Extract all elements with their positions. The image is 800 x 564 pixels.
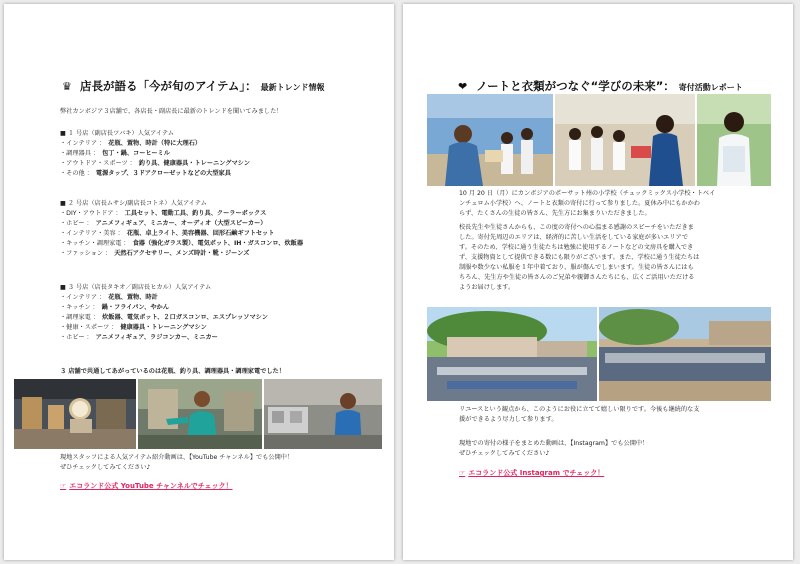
pointing-hand-icon: ☞ (60, 482, 67, 490)
page1-video-note-2: ぜひチェックしてみてください♪ (60, 464, 151, 471)
store-item-line: ・その他 ： 電源タップ、３ドアクローゼットなどの大型家具 (60, 170, 231, 177)
instagram-link[interactable]: ☞ エコランド公式 Instagram でチェック！ (459, 469, 605, 477)
store-item-line: ・キッチン ： 鍋・フライパン、やかん (60, 304, 169, 311)
photo-staff-woman (138, 379, 262, 449)
page2-video-note: 現地での寄付の様子をまとめた動画は、【Instagram】でも公開中！ (459, 440, 649, 447)
youtube-channel-link[interactable]: ☞ エコランド公式 YouTube チャンネルでチェック！ (60, 482, 233, 490)
report-text-line: らず、たくさんの生徒の皆さん、先生方にお集まりいただきました。 (459, 210, 651, 217)
photo-students-seated (599, 307, 771, 401)
store-item-line: ・調理器具 ： 包丁・鍋、コーヒーミル (60, 150, 170, 157)
report-text-line: ようお届けします。 (459, 284, 515, 291)
page1-intro: 弊社カンボジア３店舗で、各店長・副店長に最新のトレンドを聞いてみました！ (60, 108, 283, 115)
store-item-line: ・インテリア ： 花瓶、置物、時計（特に大理石） (60, 140, 202, 147)
pointing-hand-icon: ☞ (459, 469, 466, 477)
shop-icon: ■ (60, 200, 68, 207)
store-item-line: ・アウトドア・スポーツ ： 釣り具、健康器具・トレーニングマシン (60, 160, 250, 167)
store-item-line: ・ファッション ： 天然石アクセサリー、メンズ時計・靴・ジーンズ (60, 250, 250, 257)
document-page-2 (403, 4, 793, 560)
page1-title-sub: 最新トレンド情報 (260, 83, 325, 92)
photo-school-gathering (427, 307, 597, 401)
photo-student-girl (697, 94, 771, 186)
report-text-line: ず、支援物資として提供できる数にも限りがございます。また、学校に通う生徒たちは (459, 254, 700, 261)
store-item-line: ・健康・スポーツ ： 健康器具・トレーニングマシン (60, 324, 207, 331)
report-text-line: 校長先生や生徒さんからも、この度の寄付への心温まる感謝のスピーチをいただきま (459, 224, 694, 231)
report-text-line: ちろん、先生方や生徒の皆さんのご兄弟や親御さんたちにも、広くご活用いただける (459, 274, 695, 281)
report-text-line: した。寄付先周辺のエリアは、経済的に苦しい生活をしている家庭が多いエリアで (459, 234, 689, 241)
photo-donation-handover (427, 94, 553, 186)
page2-title: ❤ ノートと衣類がつなぐ“学びの未来”： 寄付活動レポート (458, 79, 743, 93)
store-heading: ■ １ 号店（副店長ツバキ）人気アイテム (60, 130, 174, 137)
report-text-line: ンチュロム小学校）へ、ノートと衣類の寄付に行って参りました。夏休み中にもかかわ (459, 200, 700, 207)
shop-icon: ■ (60, 284, 68, 291)
store-heading: ■ ３ 号店（店長タキオ／副店長ヒカル）人気アイテム (60, 284, 212, 291)
photo-students-receiving (555, 94, 695, 186)
store-item-line: ・キッチン・調理家電 ： 食器（強化ガラス製）、電気ポット、IH・ガスコンロ、炊飯器 (60, 240, 304, 247)
hearts-icon: ❤ (458, 80, 468, 93)
crown-icon: ♛ (62, 80, 72, 93)
shop-icon: ■ (60, 130, 68, 137)
store-item-line: ・ホビー ： アニメフィギュア、ラジコンカー、ミニカー (60, 334, 218, 341)
page1-video-note: 現地スタッフによる人気アイテム紹介動画は、【YouTube チャンネル】でも公開中！ (60, 454, 294, 461)
store-heading: ■ ２ 号店（店長ムサシ/副店長コトネ）人気アイテム (60, 200, 207, 207)
store-item-line: ・DIY・アウトドア ： 工具セット、電動工具、釣り具、クーラーボックス (60, 210, 267, 217)
store-item-line: ・ホビー ： アニメフィギュア、ミニカー、オーディオ（大型スピーカー） (60, 220, 267, 227)
page2-title-sub: 寄付活動レポート (678, 83, 743, 92)
photo-staff-kitchen (264, 379, 382, 449)
photo-store-interior (14, 379, 136, 449)
page2-video-note-2: ぜひチェックしてみてください♪ (459, 450, 550, 457)
document-page-1 (4, 4, 394, 560)
store-item-line: ・インテリア ： 花瓶、置物、時計 (60, 294, 158, 301)
store-item-line: ・調理家電 ： 炊飯器、電気ポット、２口ガスコンロ、エスプレッソマシン (60, 314, 268, 321)
report-text-line: 10 月 20 日（月）にカンボジアのポーサット州の小学校（チュックミックス小学校・トベイ (459, 190, 716, 197)
page1-summary: ３ 店舗で共通してあがっているのは花瓶、釣り具、調理器具・調理家電でした！ (60, 368, 285, 375)
store-item-line: ・インテリア・美容 ： 花瓶、卓上ライト、美容機器、回形石鹸ギフトセット (60, 230, 275, 237)
page1-title: ♛ 店長が語る「今が旬のアイテム」： 最新トレンド情報 (62, 79, 325, 93)
report-text-line: 援ができるよう尽力して参ります。 (459, 416, 558, 423)
report-text-line: 制服や数少ない私服を１年中着ており、服が傷んでしまいます。生徒の皆さんにはも (459, 264, 694, 271)
report-text-line: リユースという観点から、このようにお役に立てて嬉しい限りです。今後も継続的な支 (459, 406, 700, 413)
report-text-line: す。そのため、学校に通う生徒たちは勉強に使用するノートなどの文房具を購入でき (459, 244, 694, 251)
